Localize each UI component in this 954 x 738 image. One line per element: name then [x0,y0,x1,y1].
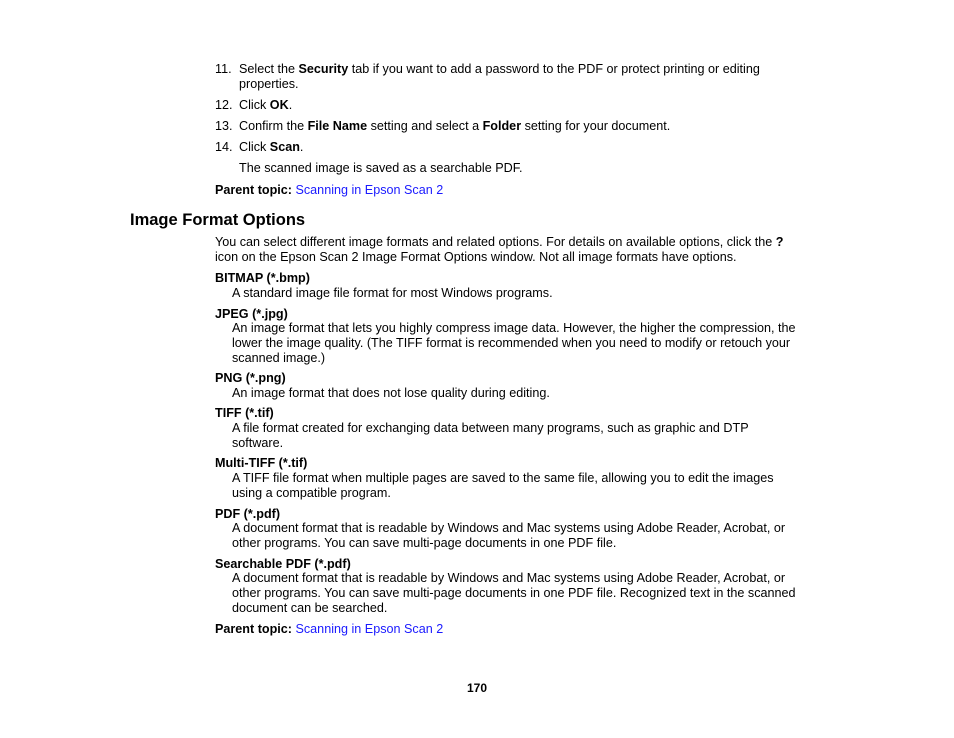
step-text: Click OK. [239,98,293,112]
format-desc-jpeg: An image format that lets you highly compress image data. However, the higher the compression, the lower the image quality. (The TIFF format is recommended when you need to modify or retouch your scanned image.) [232,321,796,365]
step-number: 14. [215,140,233,154]
step-text: Confirm the File Name setting and select a Folder setting for your document. [239,119,671,133]
parent-topic-link[interactable]: Scanning in Epson Scan 2 [295,622,444,636]
parent-topic [215,183,443,198]
section-intro: You can select different image formats and related options. For details on available options, click the ? icon on the Epson Scan 2 Image Format Options window. Not all image formats have options. [215,235,784,264]
parent-topic-label: Parent topic: [215,183,292,197]
format-term-bitmap: BITMAP (*.bmp) [215,271,310,285]
step-13 [215,119,815,134]
step-number: 11. [215,62,232,76]
step-number: 12. [215,98,233,112]
step-12 [215,98,815,113]
section-parent-topic [215,622,443,637]
format-term-multi-tiff: Multi-TIFF (*.tif) [215,456,308,470]
format-desc-pdf: A document format that is readable by Windows and Mac systems using Adobe Reader, Acrobat, or other programs. You can save multi-page documents in one PDF file. [232,521,786,550]
section-title: Image Format Options [130,211,306,229]
step-number: 13. [215,119,233,133]
format-desc-png: An image format that does not lose quality during editing. [232,386,550,400]
step-result: The scanned image is saved as a searchable PDF. [239,161,523,175]
format-desc-tiff: A file format created for exchanging data between many programs, such as graphic and DTP software. [232,421,749,450]
step-text: Click Scan. [239,140,304,154]
parent-topic-label: Parent topic: [215,622,292,636]
format-term-pdf: PDF (*.pdf) [215,507,281,521]
format-desc-multi-tiff: A TIFF file format when multiple pages are saved to the same file, allowing you to edit the images using a compatible program. [232,471,774,500]
format-term-png: PNG (*.png) [215,371,286,385]
format-term-jpeg: JPEG (*.jpg) [215,307,288,321]
step-text: Select the Security tab if you want to add a password to the PDF or protect printing or editing properties. [239,62,760,91]
page-number: 170 [466,681,488,695]
parent-topic-link[interactable]: Scanning in Epson Scan 2 [295,183,444,197]
step-11 [215,62,815,92]
format-desc-bitmap: A standard image file format for most Windows programs. [232,286,553,300]
format-term-searchable-pdf: Searchable PDF (*.pdf) [215,557,351,571]
format-desc-searchable-pdf: A document format that is readable by Windows and Mac systems using Adobe Reader, Acrobat, or other programs. You can save multi-page documents in one PDF file. Recognized text in the scanned document can be searched. [232,571,796,615]
step-14 [215,140,815,155]
help-icon-label: ? [775,235,784,249]
format-term-tiff: TIFF (*.tif) [215,406,274,420]
